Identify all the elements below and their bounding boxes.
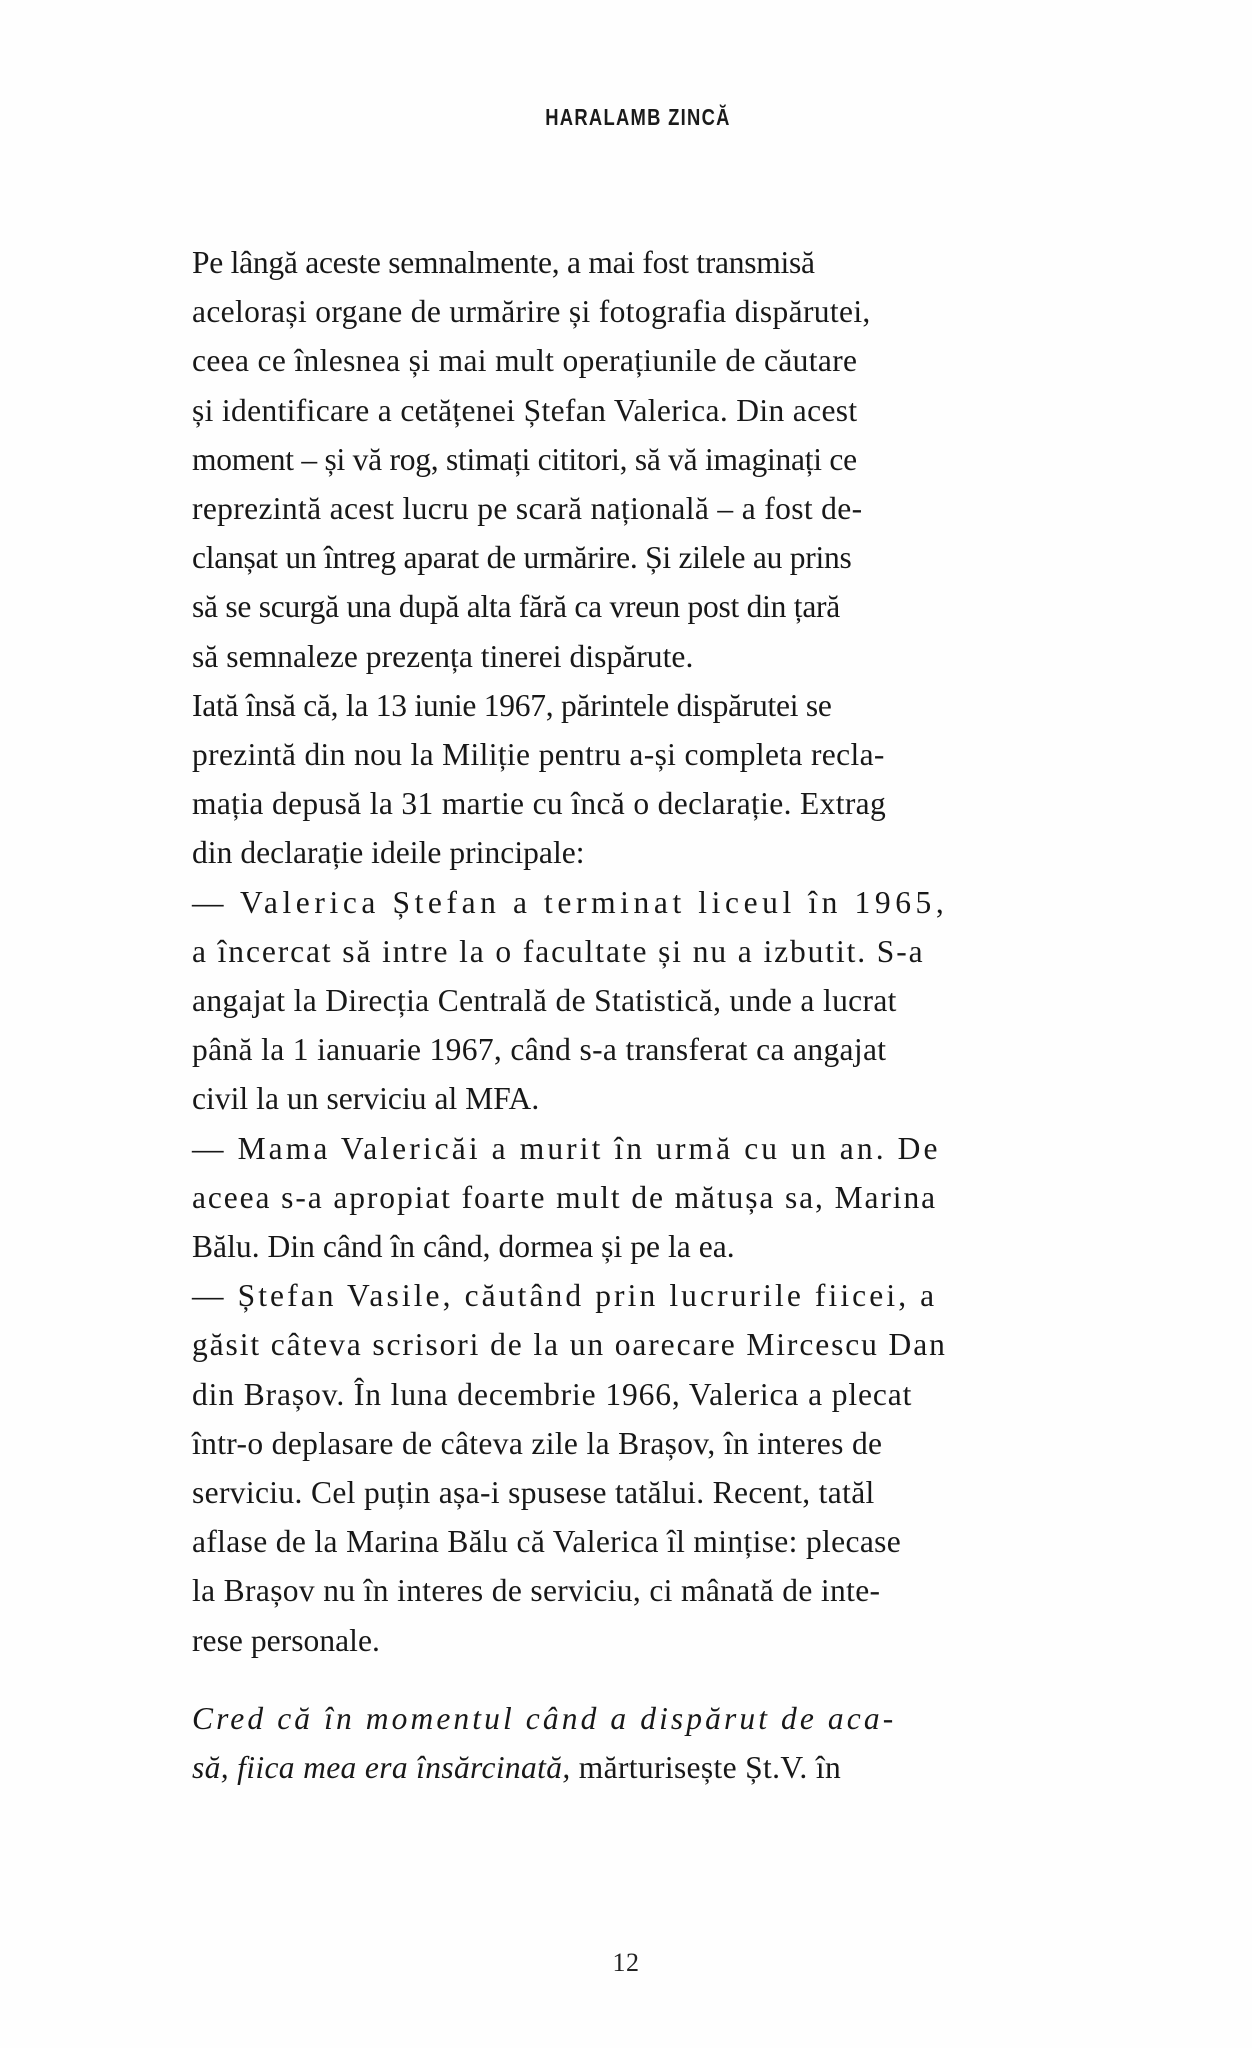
text-line: într-o deplasare de câteva zile la Brașov, în interes de	[192, 1425, 883, 1461]
text-line: clanșat un întreg aparat de urmărire. Și zilele au prins	[192, 540, 852, 576]
text-line: mația depusă la 31 martie cu încă o declarație. Extrag	[192, 786, 887, 822]
text-line: Cred că în momentul când a dispărut de aca-	[192, 1700, 897, 1736]
text-line: Iată însă că, la 13 iunie 1967, părintele dispărutei se	[192, 687, 832, 723]
text-line: până la 1 ianuarie 1967, când s-a transferat ca angajat	[192, 1032, 887, 1068]
text-line: a încercat să intre la o facultate și nu a izbutit. S-a	[192, 933, 925, 969]
text-line: să se scurgă una după alta fără ca vreun post din țară	[192, 589, 841, 625]
paragraph-2	[148, 681, 1066, 878]
text-line: prezintă din nou la Miliție pentru a-și completa recla-	[192, 737, 885, 773]
body-text-block	[148, 238, 1066, 1792]
text-line: la Brașov nu în interes de serviciu, ci mânată de inte-	[192, 1573, 881, 1609]
page-folio	[0, 1948, 1252, 1978]
text-line: să semnaleze prezența tinerei dispărute.	[192, 638, 694, 674]
paragraph-1	[148, 238, 1066, 681]
paragraph-5	[148, 1271, 1066, 1665]
text-line: angajat la Direcția Centrală de Statistică, unde a lucrat	[192, 983, 897, 1019]
running-head-text: HARALAMB ZINCĂ	[545, 104, 731, 130]
text-line: — Mama Valericăi a murit în urmă cu un an. De	[192, 1130, 941, 1166]
paragraph-6-quote	[148, 1694, 1066, 1792]
text-line: serviciu. Cel puțin așa-i spusese tatălui. Recent, tatăl	[192, 1475, 875, 1511]
text-line: aflase de la Marina Bălu că Valerica îl mințise: plecase	[192, 1524, 902, 1560]
paragraph-3	[148, 878, 1066, 1124]
page-number: 12	[612, 1948, 640, 1977]
paragraph-spacer	[148, 1665, 1066, 1694]
text-line: din declarație ideile principale:	[192, 835, 585, 871]
text-line: din Brașov. În luna decembrie 1966, Valerica a plecat	[192, 1376, 913, 1412]
text-line: și identificare a cetățenei Ștefan Valerica. Din acest	[192, 392, 858, 428]
text-line: rese personale.	[192, 1622, 380, 1658]
text-line: — Valerica Ștefan a terminat liceul în 1965,	[192, 884, 949, 920]
text-line: Pe lângă aceste semnalmente, a mai fost transmisă	[192, 245, 815, 280]
text-line: ceea ce înlesnea și mai mult operațiunile de căutare	[192, 343, 858, 379]
text-line: găsit câteva scrisori de la un oarecare Mircescu Dan	[192, 1327, 947, 1363]
paragraph-4	[148, 1124, 1066, 1272]
text-line: moment – și vă rog, stimați cititori, să vă imaginați ce	[192, 441, 857, 477]
text-line: acelorași organe de urmărire și fotografia dispărutei,	[192, 294, 871, 330]
text-line: Bălu. Din când în când, dormea și pe la ea.	[192, 1229, 735, 1265]
quote-tail-italic: să, fiica mea era însărcinată,	[192, 1750, 571, 1786]
text-line: — Ștefan Vasile, căutând prin lucrurile fiicei, a	[192, 1278, 938, 1314]
attribution-text: mărturisește Șt.V. în	[570, 1750, 842, 1786]
text-line: aceea s-a apropiat foarte mult de mătușa sa, Marina	[192, 1179, 937, 1215]
text-line: civil la un serviciu al MFA.	[192, 1081, 540, 1117]
text-line: reprezintă acest lucru pe scară națională – a fost de-	[192, 491, 863, 527]
text-line-mixed	[148, 1743, 1066, 1792]
running-head	[0, 104, 1252, 131]
